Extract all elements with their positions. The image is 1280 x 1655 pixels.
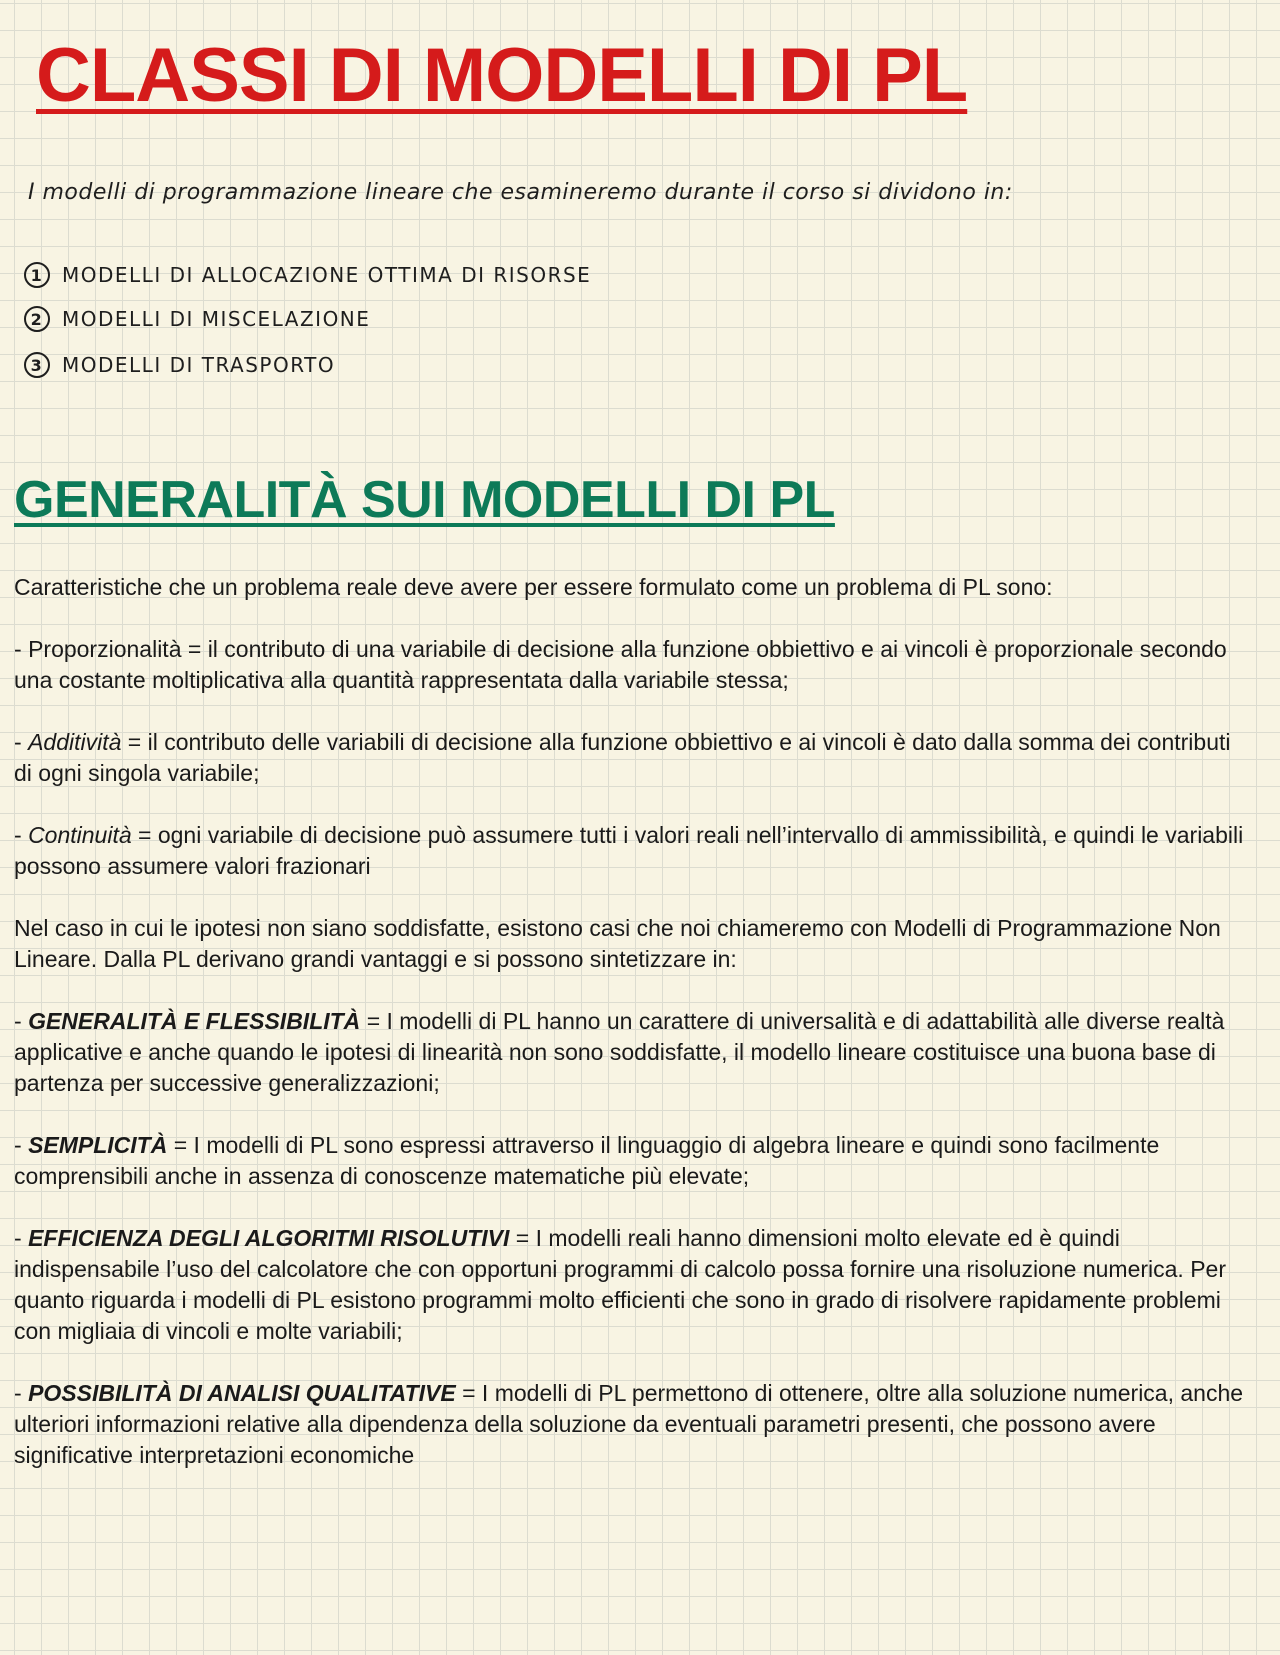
- intro-paragraph: Caratteristiche che un problema reale deve avere per essere formulato come un problema di PL sono:: [14, 574, 1053, 600]
- property-term: Additività: [28, 729, 122, 755]
- list-item: [24, 352, 335, 378]
- advantage-semplicita: - SEMPLICITÀ = I modelli di PL sono espressi attraverso il linguaggio di algebra lineare e quindi sono facilmente comprensibili anche in assenza di conoscenze matematiche più elevate;: [14, 1132, 1160, 1189]
- property-text: = ogni variabile di decisione può assumere tutti i valori reali nell’intervallo di ammissibilità, e quindi le variabili possono assumere valori frazionari: [14, 822, 1244, 879]
- section-title: GENERALITÀ SUI MODELLI DI PL: [14, 471, 835, 529]
- advantage-term: EFFICIENZA DEGLI ALGORITMI RISOLUTIVI: [28, 1225, 510, 1251]
- advantage-text: = I modelli reali hanno dimensioni molto elevate ed è quindi indispensabile l’uso del calcolatore che con opportuni programmi di calcolo possa fornire una risoluzione numerica. Per quanto riguarda i modelli di PL esistono programmi molto efficienti che sono in grado di risolvere rapidamente problemi con migliaia di vincoli e molte variabili;: [14, 1225, 1226, 1344]
- list-item: [24, 306, 370, 332]
- circled-number-2: 2: [24, 306, 50, 332]
- advantage-efficienza: - EFFICIENZA DEGLI ALGORITMI RISOLUTIVI = I modelli reali hanno dimensioni molto elevate ed è quindi indispensabile l’uso del calcolatore che con opportuni programmi di calcolo possa fornire una risoluzione numerica. Per quanto riguarda i modelli di PL esistono programmi molto efficienti che sono in grado di risolvere rapidamente problemi con migliaia di vincoli e molte variabili;: [14, 1225, 1226, 1344]
- advantage-term: POSSIBILITÀ DI ANALISI QUALITATIVE: [28, 1380, 456, 1406]
- list-item: [24, 262, 591, 288]
- circled-number-1: 1: [24, 262, 50, 288]
- handwritten-intro: I modelli di programmazione lineare che esamineremo durante il corso si dividono in:: [28, 180, 1013, 205]
- nonlinear-paragraph: Nel caso in cui le ipotesi non siano soddisfatte, esistono casi che noi chiameremo con Modelli di Programmazione Non Lineare. Dalla PL derivano grandi vantaggi e si possono sintetizzare in:: [14, 915, 1221, 972]
- property-term: Continuità: [28, 822, 132, 848]
- advantage-generalita: - GENERALITÀ E FLESSIBILITÀ = I modelli di PL hanno un carattere di universalità e di adattabilità alle diverse realtà applicative e anche quando le ipotesi di linearità non sono soddisfatte, il modello lineare costituisce una buona base di partenza per successive generalizzazioni;: [14, 1008, 1225, 1096]
- circled-number-3: 3: [24, 352, 50, 378]
- property-text: = il contributo di una variabile di decisione alla funzione obbiettivo e ai vincoli è proporzionale secondo una costante moltiplicativa alla quantità rappresentata dalla variabile stessa;: [14, 636, 1227, 693]
- property-additivita: - Additività = il contributo delle variabili di decisione alla funzione obbiettivo e ai vincoli è dato dalla somma dei contributi di ogni singola variabile;: [14, 729, 1231, 786]
- list-item-label: MODELLI DI TRASPORTO: [62, 353, 336, 377]
- advantage-text: = I modelli di PL permettono di ottenere, oltre alla soluzione numerica, anche ulteriori informazioni relative alla dipendenza della soluzione da eventuali parametri presenti, che possono avere significative interpretazioni economiche: [14, 1380, 1244, 1468]
- advantage-analisi: - POSSIBILITÀ DI ANALISI QUALITATIVE = I modelli di PL permettono di ottenere, oltre alla soluzione numerica, anche ulteriori informazioni relative alla dipendenza della soluzione da eventuali parametri presenti, che possono avere significative interpretazioni economiche: [14, 1380, 1244, 1468]
- advantage-text: = I modelli di PL sono espressi attraverso il linguaggio di algebra lineare e quindi sono facilmente comprensibili anche in assenza di conoscenze matematiche più elevate;: [14, 1132, 1160, 1189]
- advantage-term: GENERALITÀ E FLESSIBILITÀ: [28, 1008, 361, 1034]
- page-title: CLASSI DI MODELLI DI PL: [36, 33, 968, 118]
- property-continuita: - Continuità = ogni variabile di decisione può assumere tutti i valori reali nell’intervallo di ammissibilità, e quindi le variabili possono assumere valori frazionari: [14, 822, 1244, 879]
- property-proporzionalita: - Proporzionalità = il contributo di una variabile di decisione alla funzione obbiettivo e ai vincoli è proporzionale secondo una costante moltiplicativa alla quantità rappresentata dalla variabile stessa;: [14, 636, 1227, 693]
- advantage-text: = I modelli di PL hanno un carattere di universalità e di adattabilità alle diverse realtà applicative e anche quando le ipotesi di linearità non sono soddisfatte, il modello lineare costituisce una buona base di partenza per successive generalizzazioni;: [14, 1008, 1225, 1096]
- body-text: [14, 572, 1254, 1502]
- property-text: = il contributo delle variabili di decisione alla funzione obbiettivo e ai vincoli è dato dalla somma dei contributi di ogni singola variabile;: [14, 729, 1231, 786]
- list-item-label: MODELLI DI ALLOCAZIONE OTTIMA DI RISORSE: [62, 263, 592, 287]
- list-item-label: MODELLI DI MISCELAZIONE: [62, 307, 371, 331]
- property-term: Proporzionalità: [28, 636, 182, 662]
- advantage-term: SEMPLICITÀ: [28, 1132, 168, 1158]
